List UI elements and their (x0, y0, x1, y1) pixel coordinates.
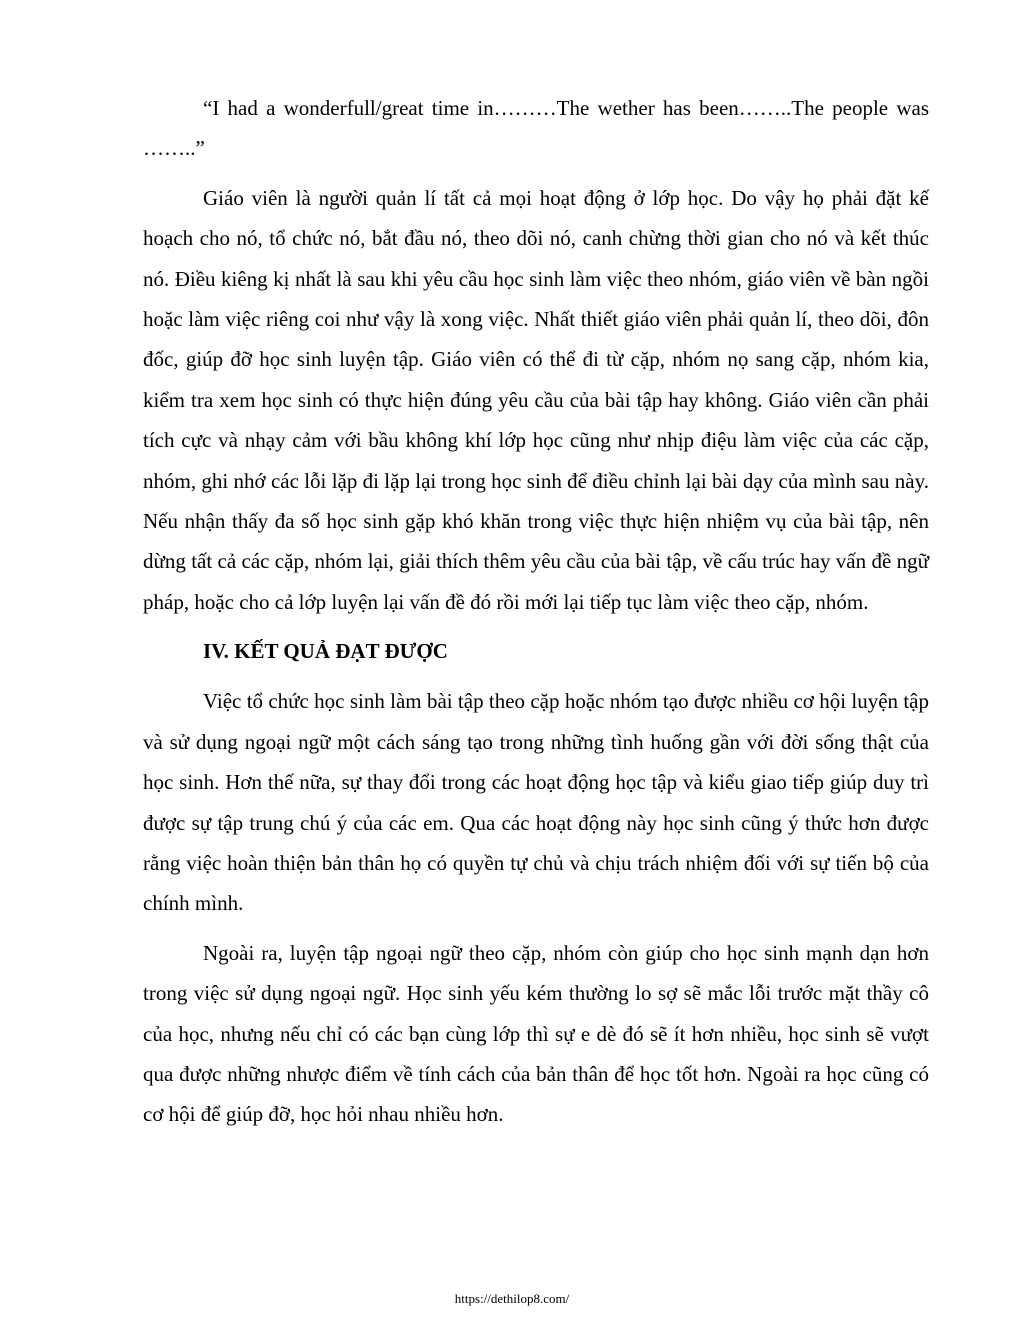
quote-paragraph: “I had a wonderfull/great time in………The wether has been……..The people was ……..” (143, 96, 929, 161)
body-paragraph-teacher-role: Giáo viên là người quản lí tất cả mọi hoạt động ở lớp học. Do vậy họ phải đặt kế hoạch cho nó, tổ chức nó, bắt đầu nó, theo dõi nó, canh chừng thời gian cho nó và kết thúc nó. Điều kiêng kị nhất là sau khi yêu cầu học sinh làm việc theo nhóm, giáo viên về bàn ngồi hoặc làm việc riêng coi như vậy là xong việc. Nhất thiết giáo viên phải quản lí, theo dõi, đôn đốc, giúp đỡ học sinh luyện tập. Giáo viên có thể đi từ cặp, nhóm nọ sang cặp, nhóm kia, kiểm tra xem học sinh có thực hiện đúng yêu cầu của bài tập hay không. Giáo viên cần phải tích cực và nhạy cảm với bầu không khí lớp học cũng như nhịp điệu làm việc của các cặp, nhóm, ghi nhớ các lỗi lặp đi lặp lại trong học sinh để điều chỉnh lại bài dạy của mình sau này. Nếu nhận thấy đa số học sinh gặp khó khăn trong việc thực hiện nhiệm vụ của bài tập, nên dừng tất cả các cặp, nhóm lại, giải thích thêm yêu cầu của bài tập, về cấu trúc hay vấn đề ngữ pháp, hoặc cho cả lớp luyện lại vấn đề đó rồi mới lại tiếp tục làm việc theo cặp, nhóm. (143, 185, 929, 614)
footer-url[interactable]: https://dethilop8.com/ (454, 1291, 570, 1306)
body-paragraph-confidence: Ngoài ra, luyện tập ngoại ngữ theo cặp, nhóm còn giúp cho học sinh mạnh dạn hơn trong việc sử dụng ngoại ngữ. Học sinh yếu kém thường lo sợ sẽ mắc lỗi trước mặt thầy cô của học, nhưng nếu chỉ có các bạn cùng lớp thì sự e dè đó sẽ ít hơn nhiều, học sinh sẽ vượt qua được những nhược điểm về tính cách của bản thân để học tốt hơn. Ngoài ra học cũng có cơ hội để giúp đỡ, học hỏi nhau nhiều hơn. (143, 940, 929, 1127)
document-body (143, 88, 929, 1144)
section-heading: IV. KẾT QUẢ ĐẠT ĐƯỢC (203, 639, 448, 664)
body-paragraph-results: Việc tổ chức học sinh làm bài tập theo cặp hoặc nhóm tạo được nhiều cơ hội luyện tập và sử dụng ngoại ngữ một cách sáng tạo trong những tình huống gần với đời sống thật của học sinh. Hơn thế nữa, sự thay đổi trong các hoạt động học tập và kiểu giao tiếp giúp duy trì được sự tập trung chú ý của các em. Qua các hoạt động này học sinh cũng ý thức hơn được rằng việc hoàn thiện bản thân họ có quyền tự chủ và chịu trách nhiệm đối với sự tiến bộ của chính mình. (143, 689, 929, 916)
